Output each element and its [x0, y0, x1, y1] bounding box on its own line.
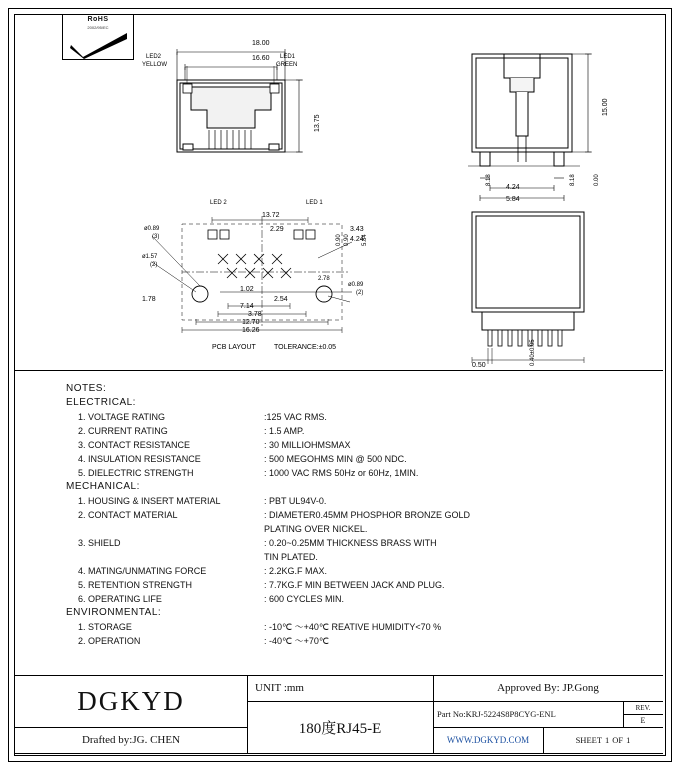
note-num: 5.: [78, 468, 86, 478]
section-heading: ELECTRICAL:: [66, 397, 136, 408]
led2-indicator: [183, 84, 192, 93]
pcb-dim-1-78: 1.78: [142, 296, 156, 303]
note-num: 4.: [78, 454, 86, 464]
note-value: :125 VAC RMS.: [264, 412, 327, 422]
unit-label: UNIT :mm: [255, 682, 304, 694]
note-num: 2.: [78, 510, 86, 520]
note-item: [66, 508, 506, 522]
website-link[interactable]: WWW.DGKYD.COM: [446, 735, 530, 745]
note-value: : DIAMETER0.45MM PHOSPHOR BRONZE GOLD: [264, 510, 471, 520]
note-label: OPERATING LIFE: [88, 594, 162, 604]
note-item: [66, 452, 506, 466]
pcb-dim-16-26: 16.26: [242, 327, 260, 334]
notes-block: [66, 382, 506, 648]
approved-by: Approved By: JP.Gong: [497, 682, 599, 694]
notes-title: NOTES:: [66, 383, 107, 394]
sheet-info: [543, 727, 663, 753]
note-value: : 30 MILLIOHMSMAX: [264, 440, 351, 450]
note-item: [66, 592, 506, 606]
note-value: : 1.5 AMP.: [264, 426, 305, 436]
dim-15-00: 15.00: [602, 98, 609, 116]
hole-note-qty2b: (2): [356, 290, 364, 296]
hole-note-qty2a: (2): [150, 262, 158, 268]
note-label: DIELECTRIC STRENGTH: [88, 468, 194, 478]
rohs-directive: 2002/95/EC: [87, 25, 109, 30]
dim-0-00: 0.00: [594, 174, 600, 186]
note-value: : -10℃ ～+40℃ REATIVE HUMIDITY<70 %: [264, 622, 442, 632]
pcb-dim-4-24: 4.24: [350, 236, 364, 243]
note-continuation: PLATING OVER NICKEL.: [264, 524, 368, 534]
dim-8-18-left: 8.18: [486, 174, 492, 186]
sheet-total: 1: [626, 735, 631, 745]
pcb-led2-label: LED 2: [210, 200, 227, 206]
note-item: [66, 466, 506, 480]
note-label: INSULATION RESISTANCE: [88, 454, 201, 464]
note-num: 5.: [78, 580, 86, 590]
pcb-dim-3-78: 3.78: [248, 311, 262, 318]
pcb-dim-13-72: 13.72: [262, 212, 280, 219]
side-view-drawing: [412, 32, 662, 202]
dim-18-00: 18.00: [252, 40, 270, 47]
note-value: : 7.7KG.F MIN BETWEEN JACK AND PLUG.: [264, 580, 445, 590]
note-num: 4.: [78, 566, 86, 576]
note-value: : 500 MEGOHMS MIN @ 500 NDC.: [264, 454, 407, 464]
note-value: : 1000 VAC RMS 50Hz or 60Hz, 1MIN.: [264, 468, 419, 478]
rohs-label: RoHS: [87, 16, 109, 23]
note-continuation: TIN PLATED.: [264, 552, 318, 562]
note-item: [66, 410, 506, 424]
notes-section-electrical: [66, 396, 506, 480]
hole-note-0-89a: ø0.89: [144, 226, 160, 232]
part-number: Part No:KRJ-5224S8P8CYG-ENL: [437, 709, 556, 719]
pcb-layout-drawing: [112, 202, 442, 352]
notes-section-environmental: [66, 606, 506, 648]
note-item: [66, 634, 506, 648]
note-value: : -40℃ ～+70℃: [264, 636, 329, 646]
note-num: 2.: [78, 426, 86, 436]
pcb-dim-1-02: 1.02: [240, 286, 254, 293]
rear-dim-0-50: 0.50: [472, 362, 486, 369]
notes-separator: [15, 370, 663, 371]
dim-16-60: 16.60: [252, 55, 270, 62]
sheet-label: SHEET: [575, 735, 603, 745]
hole-note-1-57: ø1.57: [142, 254, 158, 260]
pcb-led1-label: LED 1: [306, 200, 323, 206]
note-value: : 0.20~0.25MM THICKNESS BRASS WITH: [264, 538, 437, 548]
rear-dim-0-40: 0.40±0.05: [530, 339, 536, 366]
pcb-dim-0-90b: 0.90: [344, 234, 350, 246]
tb-line-bottom: [15, 753, 663, 754]
note-label: CONTACT RESISTANCE: [88, 440, 191, 450]
sheet-number: 1: [605, 735, 610, 745]
pcb-dim-0-90a: 0.90: [336, 234, 342, 246]
pcb-dim-2-29: 2.29: [270, 226, 284, 233]
note-item: [66, 424, 506, 438]
note-num: 1.: [78, 622, 86, 632]
note-item: [66, 494, 506, 508]
led2-label-line2: YELLOW: [142, 62, 168, 68]
dim-8-18-right: 8.18: [570, 174, 576, 186]
hole-note-qty3: (3): [152, 234, 160, 240]
led1-label-line1: LED1: [280, 54, 296, 60]
note-item: [66, 578, 506, 592]
note-label: CURRENT RATING: [88, 426, 168, 436]
drafted-by: Drafted by:JG. CHEN: [81, 734, 181, 746]
led2-label-line1: LED2: [146, 54, 162, 60]
note-item: [66, 536, 506, 550]
led1-indicator: [270, 84, 279, 93]
note-num: 1.: [78, 496, 86, 506]
pcb-dim-3-43: 3.43: [350, 226, 364, 233]
note-value: : 2.2KG.F MAX.: [264, 566, 328, 576]
pcb-layout-tolerance: TOLERANCE:±0.05: [274, 344, 337, 351]
pcb-layout-title: PCB LAYOUT: [212, 344, 256, 351]
notes-section-mechanical: [66, 480, 506, 606]
front-view-drawing: [117, 32, 437, 192]
pcb-dim-12-70: 12.70: [242, 319, 260, 326]
note-label: VOLTAGE RATING: [88, 412, 166, 422]
note-num: 3.: [78, 440, 86, 450]
pcb-dim-2-78: 2.78: [318, 276, 330, 282]
part-title: 180度RJ45-E: [298, 720, 382, 737]
dim-4-24: 4.24: [506, 184, 520, 191]
note-label: OPERATION: [88, 636, 141, 646]
note-label: HOUSING & INSERT MATERIAL: [88, 496, 221, 506]
pcb-dim-7-14: 7.14: [240, 303, 254, 310]
note-label: RETENTION STRENGTH: [88, 580, 193, 590]
pcb-dim-2-54: 2.54: [274, 296, 288, 303]
note-item: [66, 564, 506, 578]
hole-note-0-89b: ø0.89: [348, 282, 364, 288]
company-logo: DGKYD: [77, 685, 185, 716]
rear-view-drawing: [412, 192, 662, 382]
dim-5-84: 5.84: [506, 196, 520, 203]
dim-13-75: 13.75: [314, 114, 321, 132]
note-value: : 600 CYCLES MIN.: [264, 594, 345, 604]
note-label: SHIELD: [88, 538, 121, 548]
note-label: MATING/UNMATING FORCE: [88, 566, 207, 576]
note-num: 3.: [78, 538, 86, 548]
led1-label-line2: GREEN: [276, 62, 298, 68]
note-item: [66, 620, 506, 634]
note-value: : PBT UL94V-0.: [264, 496, 327, 506]
title-block: [15, 675, 663, 753]
note-item: [66, 438, 506, 452]
pcb-dim-5-84: 5.84: [362, 234, 368, 246]
rev-value: E: [640, 716, 646, 725]
note-num: 2.: [78, 636, 86, 646]
note-label: CONTACT MATERIAL: [88, 510, 178, 520]
section-heading: ENVIRONMENTAL:: [66, 607, 162, 618]
note-num: 1.: [78, 412, 86, 422]
rev-label: REV.: [635, 703, 651, 712]
section-heading: MECHANICAL:: [66, 481, 140, 492]
note-num: 6.: [78, 594, 86, 604]
note-label: STORAGE: [88, 622, 132, 632]
sheet-of: OF: [612, 735, 624, 745]
